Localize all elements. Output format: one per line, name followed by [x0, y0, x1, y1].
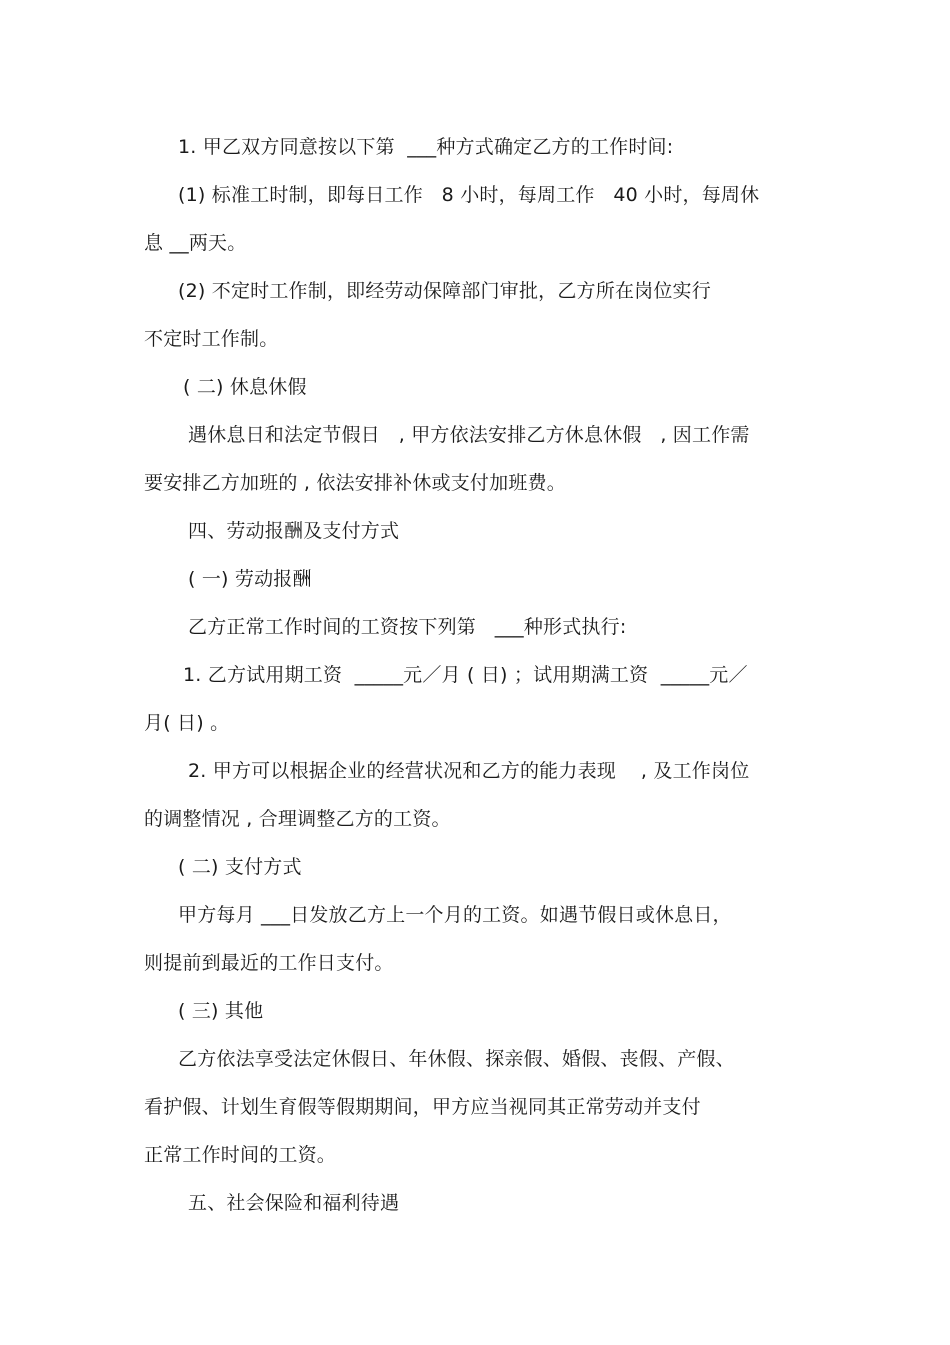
clause-probation-wage-cont: 月( 日) 。 — [144, 712, 230, 734]
clause-flexible-hours: (2) 不定时工作制，即经劳动保障部门审批，乙方所在岗位实行 — [178, 280, 711, 302]
clause-statutory-leave-end: 正常工作时间的工资。 — [144, 1144, 337, 1166]
section-compensation: ( 一) 劳动报酬 — [188, 568, 312, 590]
section-rest-leave: ( 二) 休息休假 — [183, 376, 307, 398]
clause-rest-days: 遇休息日和法定节假日 , 甲方依法安排乙方休息休假 , 因工作需 — [188, 424, 750, 446]
clause-flexible-hours-cont: 不定时工作制。 — [144, 328, 279, 350]
clause-payday: 甲方每月 ___日发放乙方上一个月的工资。如遇节假日或休息日， — [178, 904, 732, 926]
section-payment-method: ( 二) 支付方式 — [178, 856, 302, 878]
clause-rest-days-cont: 要安排乙方加班的 , 依法安排补休或支付加班费。 — [144, 472, 566, 494]
clause-work-hours-method: 1. 甲乙双方同意按以下第 ___种方式确定乙方的工作时间: — [178, 136, 674, 158]
clause-standard-hours: (1) 标准工时制，即每日工作 8 小时，每周工作 40 小时，每周休 — [178, 184, 760, 206]
clause-statutory-leave: 乙方依法享受法定休假日、年休假、探亲假、婚假、丧假、产假、 — [178, 1048, 735, 1070]
section-other: ( 三) 其他 — [178, 1000, 264, 1022]
clause-payday-cont: 则提前到最近的工作日支付。 — [144, 952, 394, 974]
clause-probation-wage: 1. 乙方试用期工资 _____元／月 ( 日) ；试用期满工资 _____元／ — [183, 664, 748, 686]
clause-wage-form: 乙方正常工作时间的工资按下列第 ___种形式执行: — [188, 616, 627, 638]
clause-wage-adjust: 2. 甲方可以根据企业的经营状况和乙方的能力表现 , 及工作岗位 — [188, 760, 750, 782]
clause-statutory-leave-cont: 看护假、计划生育假等假期期间，甲方应当视同其正常劳动并支付 — [144, 1096, 701, 1118]
heading-social-insurance: 五、社会保险和福利待遇 — [188, 1192, 400, 1214]
clause-wage-adjust-cont: 的调整情况 , 合理调整乙方的工资。 — [144, 808, 451, 830]
heading-compensation: 四、劳动报酬及支付方式 — [188, 520, 400, 542]
clause-standard-hours-cont: 息 __两天。 — [144, 232, 247, 254]
